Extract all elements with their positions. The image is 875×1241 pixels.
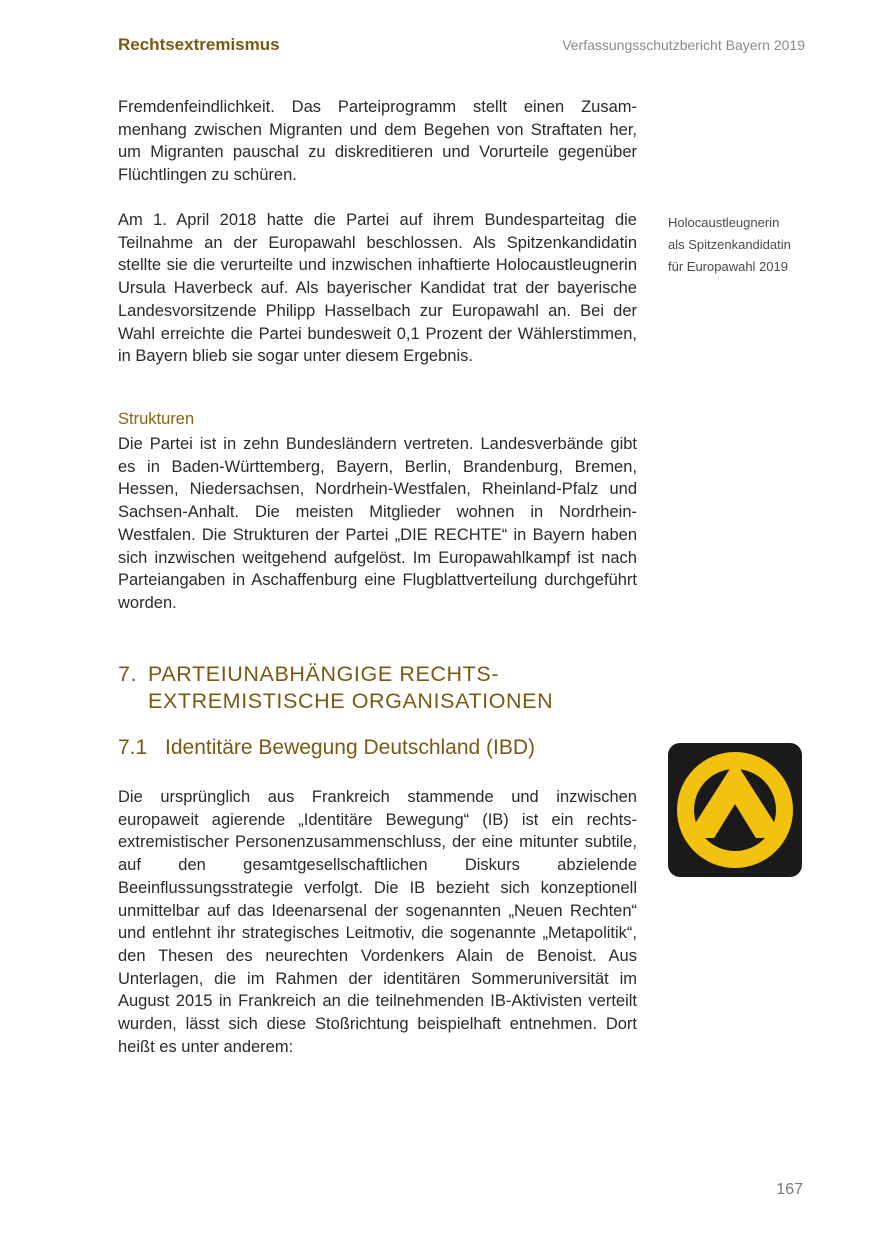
running-header-publication: Verfassungsschutzbericht Bayern 2019 xyxy=(562,37,805,53)
chapter-number: 7. xyxy=(118,662,138,686)
margin-note-line: als Spitzenkandidatin xyxy=(668,237,791,252)
section-title: Identitäre Bewegung Deutschland (IBD) xyxy=(165,736,536,759)
section-heading xyxy=(118,736,535,760)
margin-note-line: für Europawahl 2019 xyxy=(668,259,788,274)
lambda-circle-logo-icon xyxy=(668,743,802,877)
page-number: 167 xyxy=(776,1181,803,1198)
paragraph-identitarian-movement: Die ursprünglich aus Frankreich stammende und inzwischen europaweit agierende „Identitäre Bewegung“ (IB) ist ein rechtsextremistischer Personenzusammenschluss, der eine mitunter subtile, auf den gesamtgesellschaftlichen Diskurs abzielende Beeinflussungsstrategie verfolgt. Die IB bezieht sich konzeptionell unmittelbar auf das Ideenarsenal der sogenannten „Neuen Rechten“ und entlehnt ihr strategisches Leitmotiv, die sogenannte „Metapolitik“, den Thesen des neurechten Vordenkers Alain de Benoist. Aus Unterlagen, die im Rahmen der identitären Sommeruniversität im August 2015 in Frankreich an die teilnehmenden IB-Aktivisten verteilt wurden, lässt sich diese Stoßrichtung beispielhaft entnehmen. Dort heißt es unter anderem: xyxy=(118,788,637,1056)
chapter-title-line: PARTEIUNABHÄNGIGE RECHTS- xyxy=(148,662,500,686)
identitarian-logo xyxy=(668,743,802,877)
subheading-strukturen: Strukturen xyxy=(118,410,195,428)
section-number: 7.1 xyxy=(118,736,148,759)
margin-note xyxy=(668,212,818,278)
paragraph-structures: Die Partei ist in zehn Bundesländern vertreten. Landesverbände gibt es in Baden-Württemberg, Bayern, Berlin, Brandenburg, Bremen, Hessen, Niedersachsen, Nordrhein-Westfalen, Rheinland-Pfalz und Sachsen-Anhalt. Die meisten Mitglieder wohnen in Nordrhein-Westfalen. Die Strukturen der Partei „DIE RECHTE“ in Bayern haben sich inzwischen weitgehend aufgelöst. Im Europawahlkampf ist nach Parteiangaben in Aschaffenburg eine Flugblattverteilung durchgeführt worden. xyxy=(118,435,637,612)
chapter-title-line: EXTREMISTISCHE ORGANISATIONEN xyxy=(148,689,554,713)
chapter-heading xyxy=(118,661,658,715)
margin-note-line: Holocaustleugnerin xyxy=(668,215,780,230)
running-header-section: Rechtsextremismus xyxy=(118,35,280,54)
paragraph-european-election: Am 1. April 2018 hatte die Partei auf ihrem Bundesparteitag die Teilnahme an der Europawahl beschlossen. Als Spitzenkandidatin stellte sie die verurteilte und inzwischen inhaftierte Holocaustleugnerin Ursula Haverbeck auf. Als bayerischer Kandidat trat der bayerische Landesvorsitzende Philipp Hasselbach zur Europawahl an. Bei der Wahl erreichte die Partei bundesweit 0,1 Prozent der Wählerstimmen, in Bayern blieb sie sogar unter diesem Ergebnis. xyxy=(118,211,637,366)
paragraph-party-program: Fremdenfeindlichkeit. Das Parteiprogramm stellt einen Zusammenhang zwischen Migranten und dem Begehen von Straftaten her, um Migranten pauschal zu diskreditieren und Vorurteile gegenüber Flüchtlingen zu schüren. xyxy=(118,98,637,185)
